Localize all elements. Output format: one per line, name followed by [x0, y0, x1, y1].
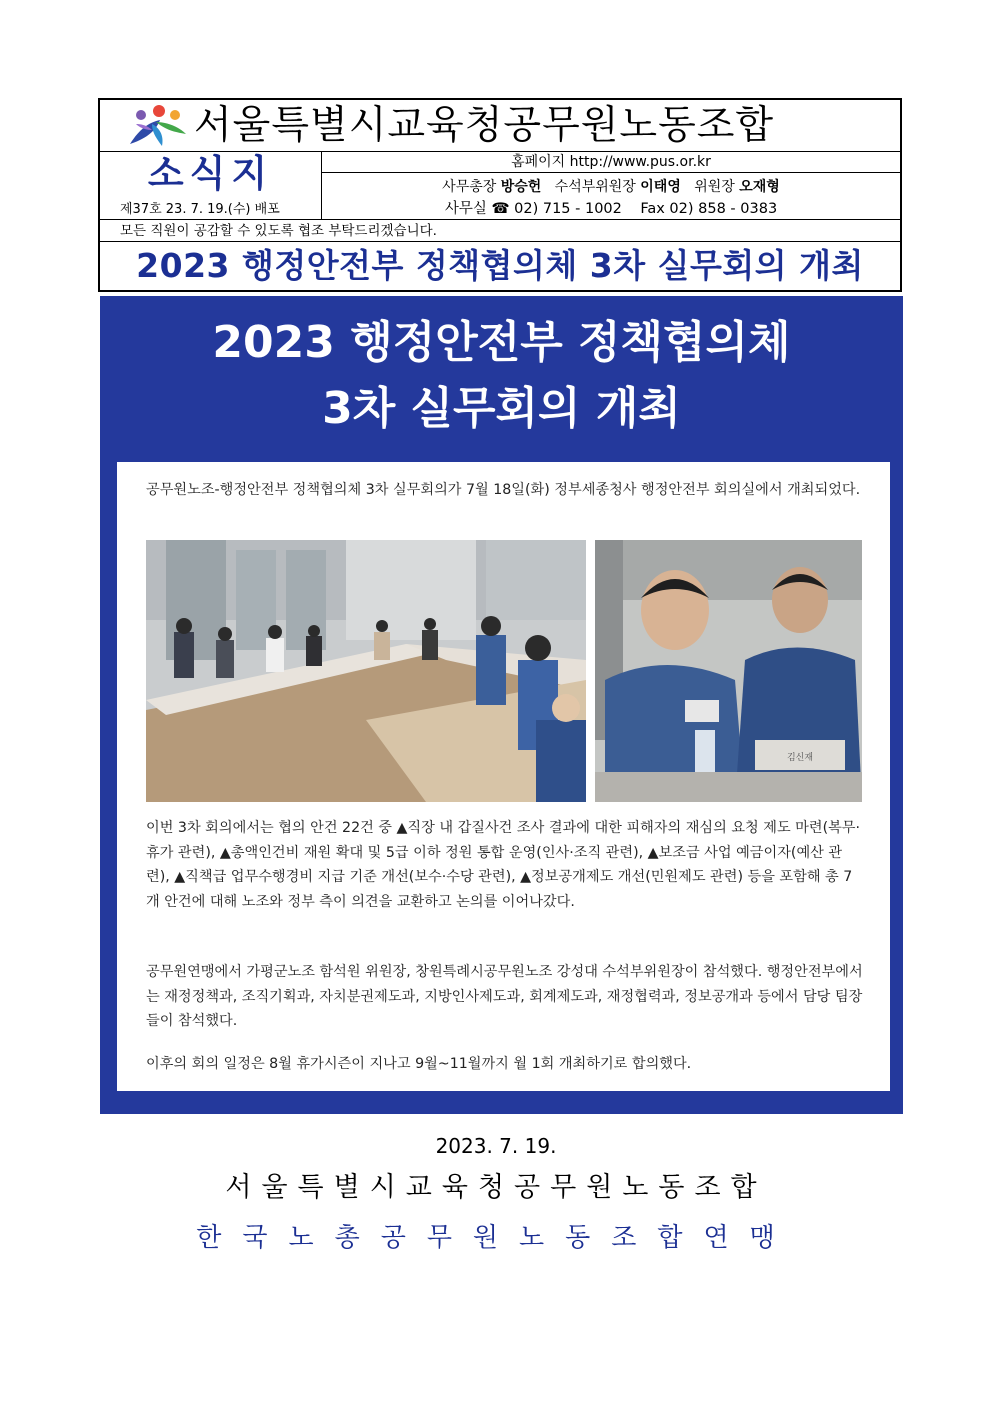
- homepage-line: [322, 152, 900, 173]
- newsletter-cell: [100, 152, 322, 220]
- notice-text: 모든 직원이 공감할 수 있도록 협조 부탁드리겠습니다.: [120, 223, 437, 239]
- masthead-title-row: [100, 100, 900, 152]
- phone-number: 02) 715 - 1002: [514, 201, 622, 217]
- fax-label: Fax: [640, 201, 665, 217]
- notice-row: [100, 220, 900, 242]
- article-body-paragraph-2: 공무원연맹에서 가평군노조 함석원 위원장, 창원특례시공무원노조 강성대 수석부위원장이 참석했다. 행정안전부에서는 재정정책과, 조직기획과, 자치분권제도과, 지방인사제도과, 회계제도과, 재정협력과, 정보공개과 등에서 담당 팀장들이 참석했다.: [146, 964, 863, 1029]
- article-title: [100, 310, 903, 442]
- article-intro: 공무원노조-행정안전부 정책협의체 3차 실무회의가 7월 18일(화) 정부세종청사 행정안전부 회의실에서 개최되었다.: [146, 482, 861, 498]
- secretary-general-name: 방승헌: [500, 179, 542, 195]
- headline-text: 2023 행정안전부 정책협의체 3차 실무회의 개최: [136, 246, 864, 285]
- homepage-label: 홈페이지: [511, 154, 566, 170]
- office-label: 사무실: [444, 201, 487, 217]
- homepage-url-link[interactable]: http://www.pus.or.kr: [569, 154, 711, 170]
- article-title-line-2: 3차 실무회의 개최: [322, 383, 681, 434]
- headline-row: [100, 242, 900, 290]
- masthead-info-row: [100, 152, 900, 220]
- union-name-title: 서울특별시교육청공무원노동조합: [194, 103, 775, 148]
- chair-name: 오재형: [739, 179, 780, 195]
- name-card-text: 김신재: [786, 753, 814, 763]
- senior-vice-chair-label: 수석부위원장: [554, 179, 636, 195]
- article-body-paragraph-3: 이후의 회의 일정은 8월 휴가시즌이 지나고 9월~11월까지 월 1회 개최하기로 합의했다.: [146, 1056, 692, 1072]
- article-title-line-1: 2023 행정안전부 정책협의체: [212, 317, 791, 368]
- issue-info: 제37호 23. 7. 19.(수) 배포: [120, 202, 280, 217]
- issue-date: 2023. 7. 19.: [435, 1134, 557, 1158]
- senior-vice-chair-name: 이태영: [640, 179, 681, 195]
- article-card: [117, 462, 890, 1091]
- footer-union-name: 서울특별시교육청공무원노동조합: [225, 1172, 767, 1203]
- masthead-table: [98, 98, 902, 292]
- officers-line: [322, 176, 900, 196]
- fax-number: 02) 858 - 0383: [669, 201, 778, 217]
- union-logo-icon: [126, 104, 188, 148]
- chair-label: 위원장: [694, 179, 735, 195]
- article-body-paragraph-1: 이번 3차 회의에서는 협의 안건 22건 중 ▲직장 내 갑질사건 조사 결과에 대한 피해자의 재심의 요청 제도 마련(복무·휴가 관련), ▲총액인건비 재원 확대 및 5급 이하 정원 통합 운영(인사·조직 관련), ▲보조금 사업 예금이자(예산 관련), ▲직책급 업무수행경비 지급 기준 개선(보수·수당 관련), ▲정보공개제도 개선(민원제도 관련) 등을 포함해 총 7개 안건에 대해 노조와 정부 측이 의견을 교환하고 논의를 이어나갔다.: [146, 820, 861, 910]
- contact-cell: [322, 152, 900, 220]
- newsletter-label: 소식지: [147, 152, 274, 195]
- secretary-general-label: 사무총장: [442, 179, 497, 195]
- article-panel: [100, 296, 903, 1114]
- meeting-room-photo: [146, 540, 586, 802]
- footer-federation-name: 한국노총공무원노동조합연맹: [196, 1223, 796, 1253]
- phone-icon: ☎: [491, 201, 510, 217]
- participants-photo: [595, 540, 862, 802]
- office-contact-line: [322, 197, 900, 218]
